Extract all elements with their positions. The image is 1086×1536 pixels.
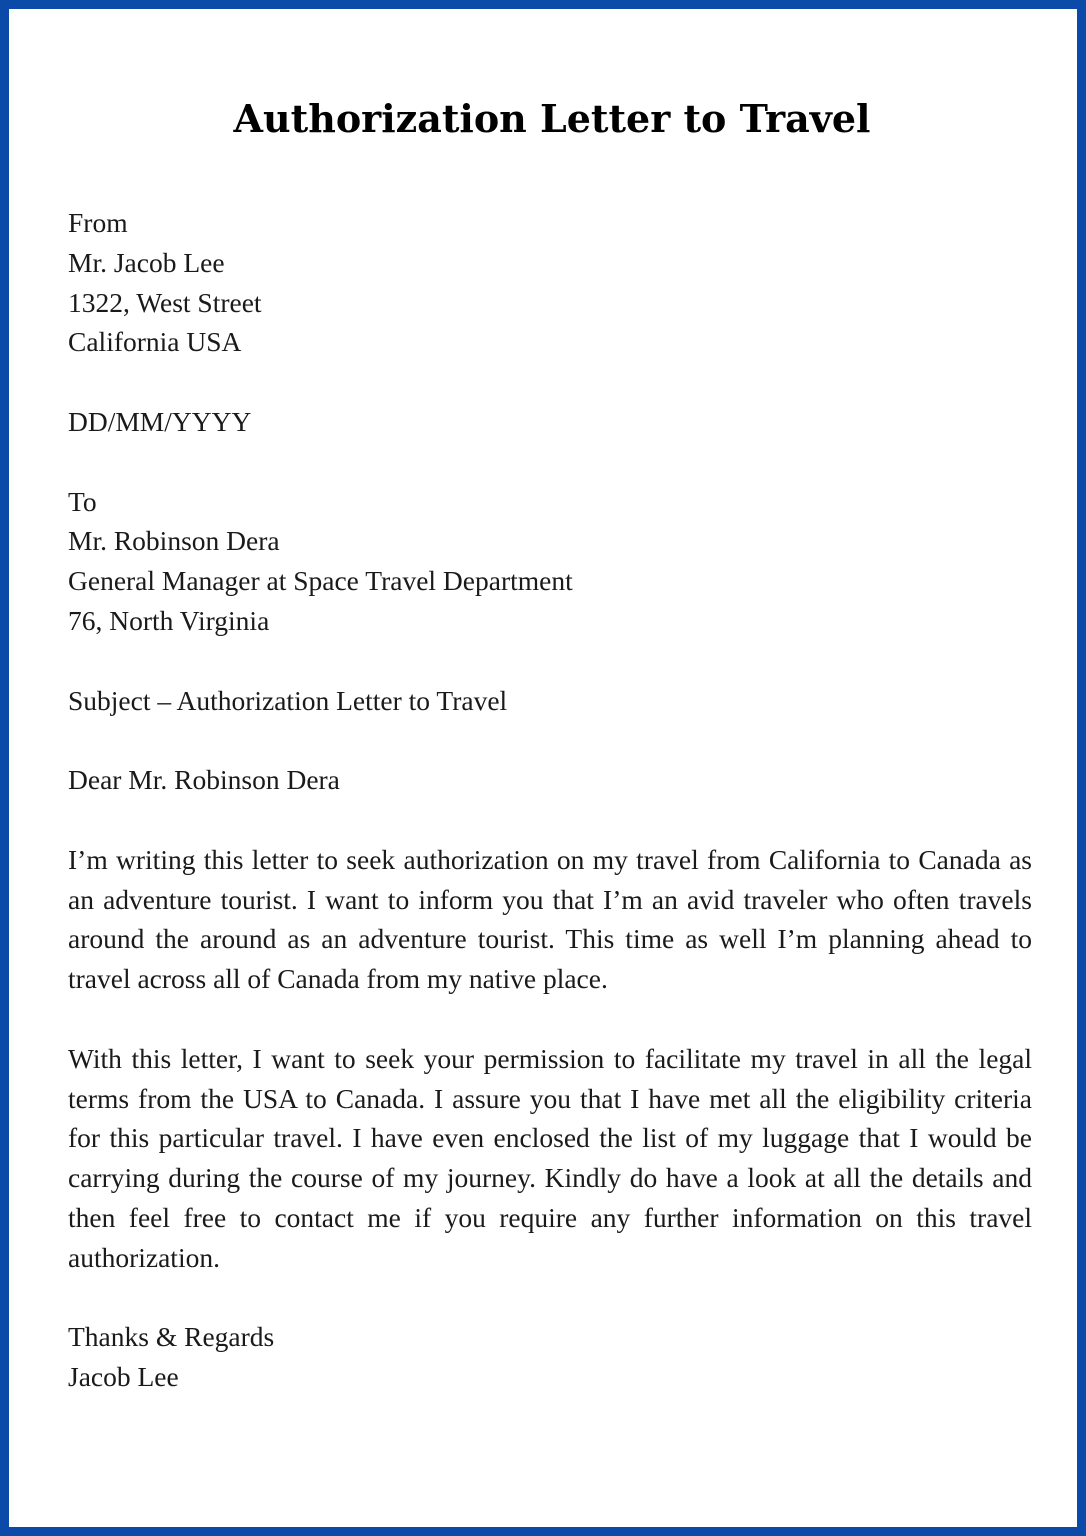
body-paragraph-2: With this letter, I want to seek your permission to facilitate my travel in all the legal terms from the USA to Canada. I assure you that I have met all the eligibility criteria for this particular travel. I have even enclosed the list of my luggage that I would be carrying during the course of my journey. Kindly do have a look at all the details and then feel free to contact me if you require any further information on this travel authorization. (68, 1042, 1032, 1273)
recipient-block (68, 482, 1032, 641)
closing-block (68, 1317, 1032, 1397)
closing-regards: Thanks & Regards (68, 1321, 275, 1353)
recipient-address: 76, North Virginia (68, 604, 270, 636)
letter-date: DD/MM/YYYY (68, 405, 252, 437)
recipient-position: General Manager at Space Travel Department (68, 565, 573, 597)
letter-subject: Subject – Authorization Letter to Travel (68, 684, 508, 716)
sender-label: From (68, 207, 128, 238)
recipient-name: Mr. Robinson Dera (68, 525, 280, 557)
sender-street: 1322, West Street (68, 286, 262, 318)
sender-city: California USA (68, 326, 242, 358)
letter-salutation: Dear Mr. Robinson Dera (68, 764, 340, 796)
letter-title: Authorization Letter to Travel (233, 96, 871, 141)
recipient-label: To (68, 485, 97, 517)
sender-name: Mr. Jacob Lee (68, 246, 225, 278)
sender-block (68, 203, 1032, 362)
body-paragraph-1: I’m writing this letter to seek authorization on my travel from California to Canada as an adventure tourist. I want to inform you that I’m an avid traveler who often travels around the around as an adventure tourist. This time as well I’m planning ahead to travel across all of Canada from my native place. (68, 843, 1032, 995)
letter-content (68, 203, 1032, 1397)
closing-name: Jacob Lee (68, 1361, 179, 1393)
